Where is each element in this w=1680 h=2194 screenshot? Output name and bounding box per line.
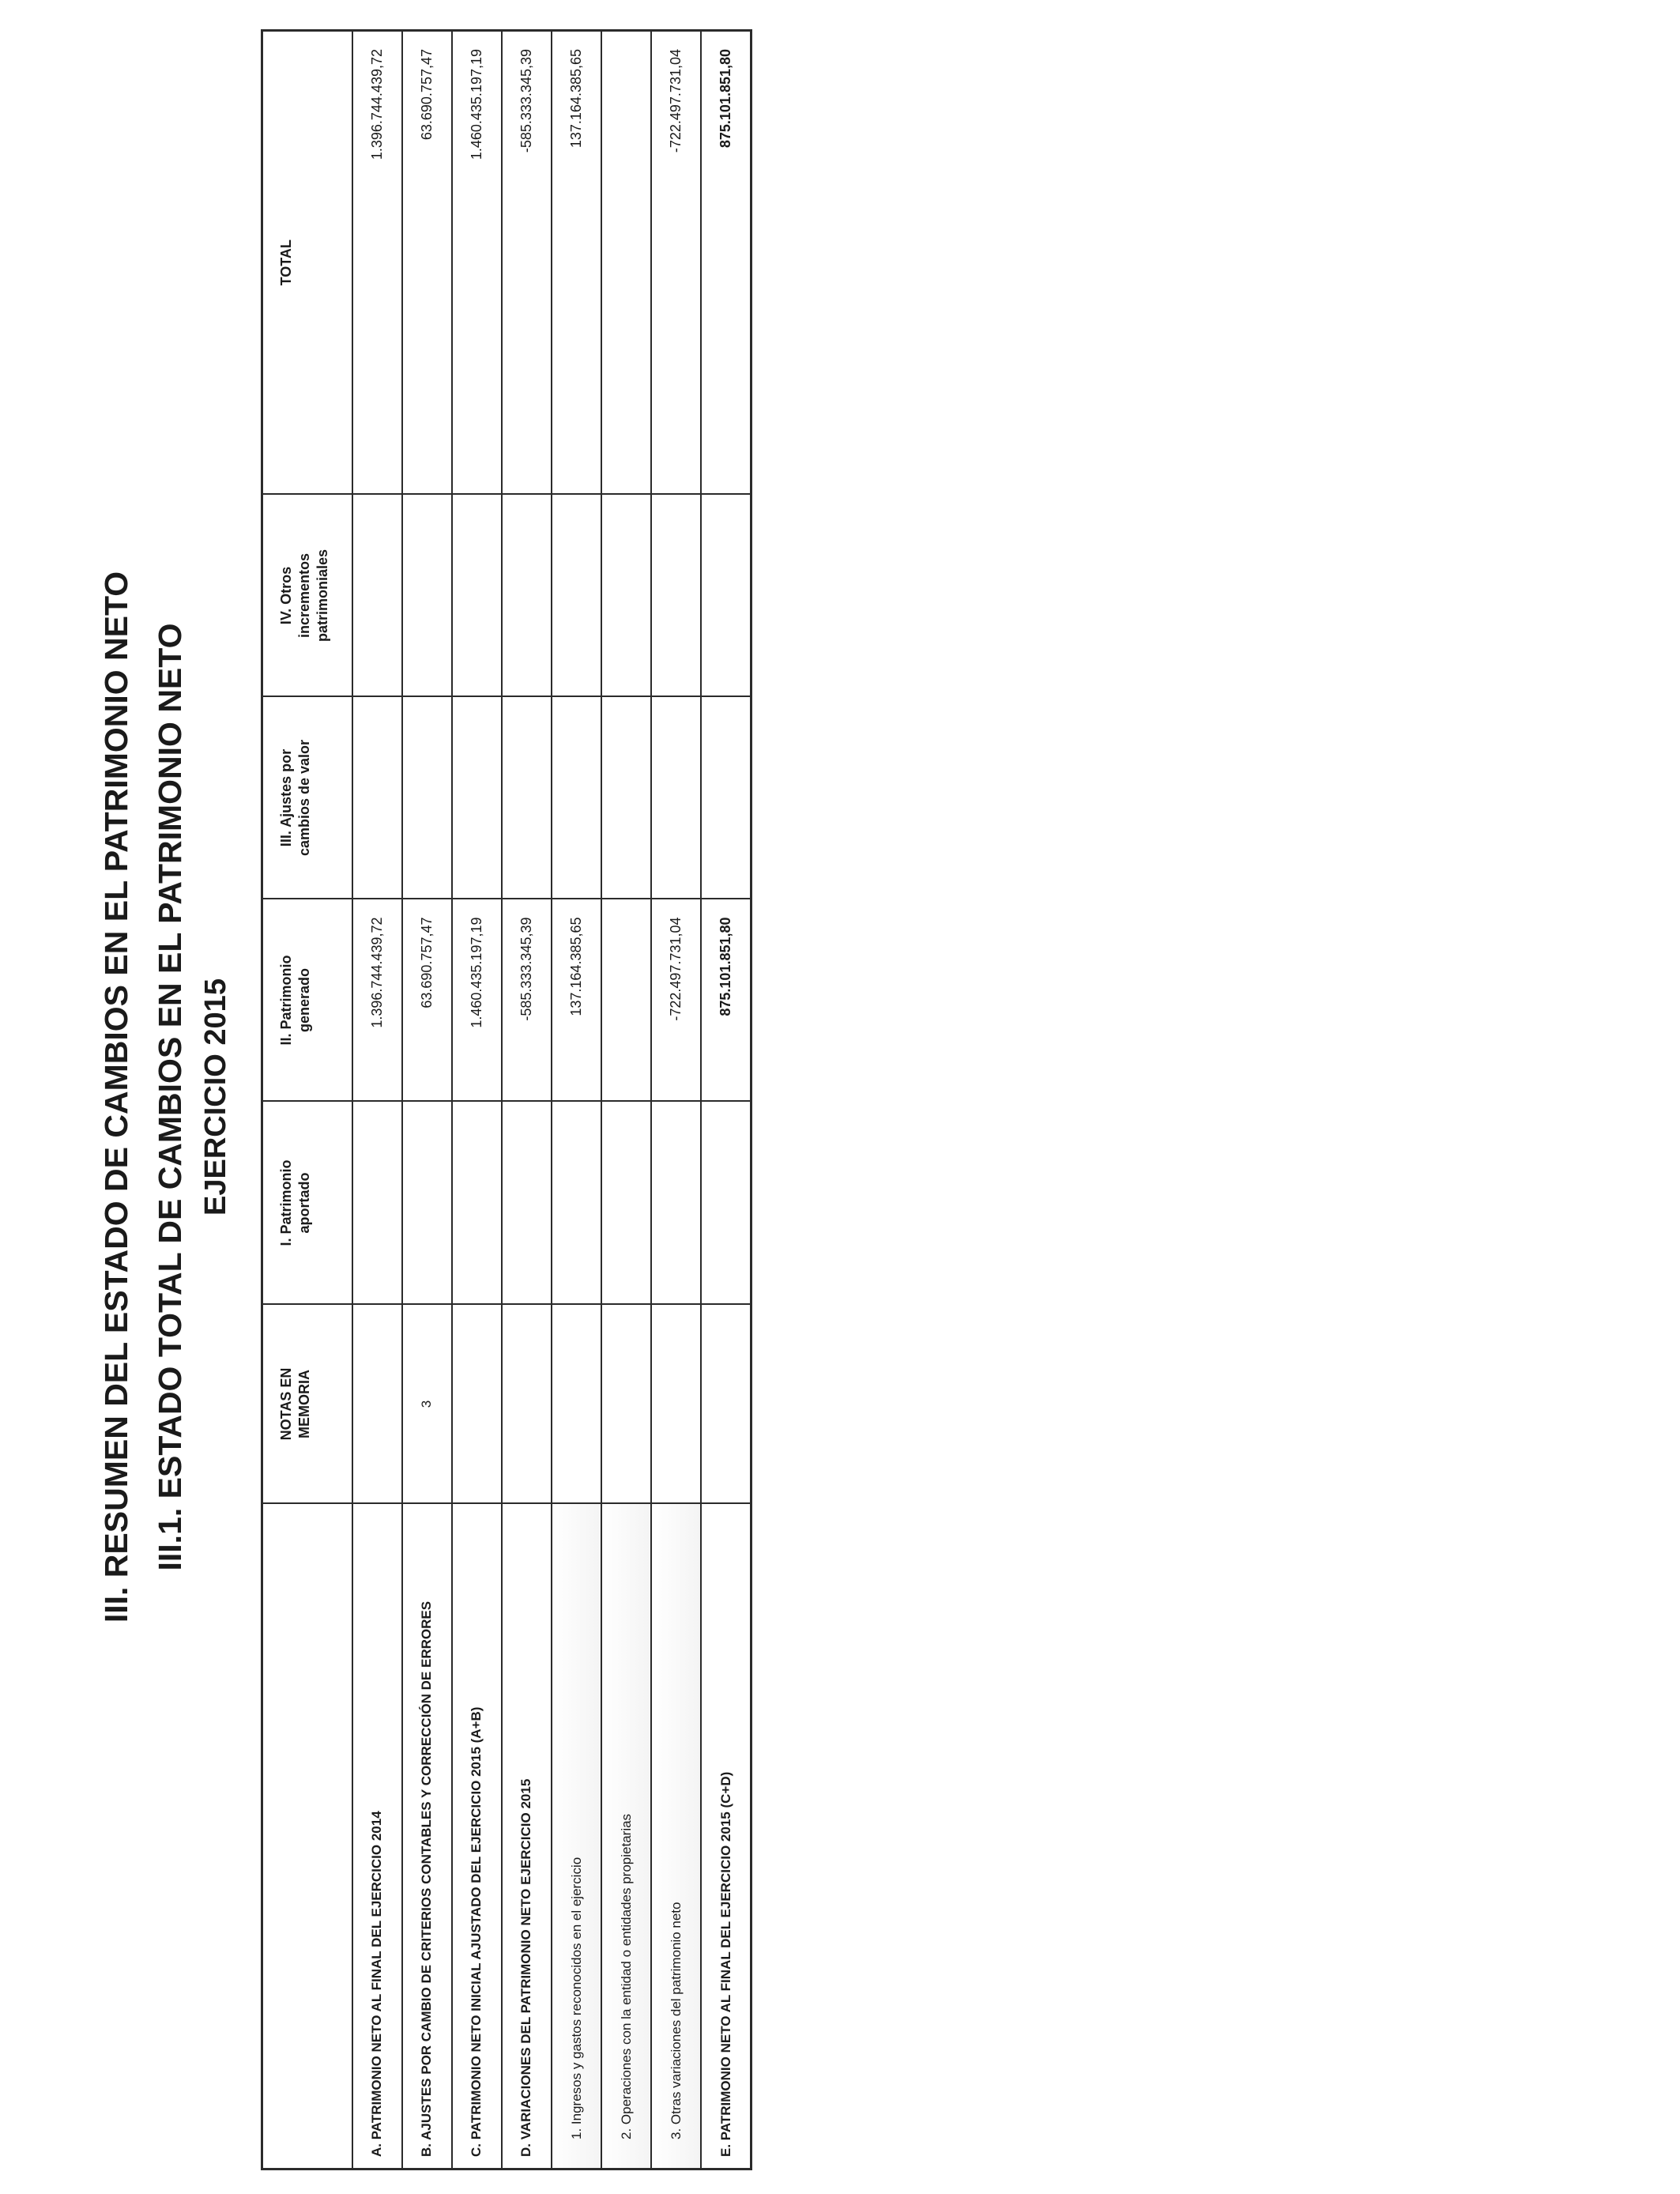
cell-ajustes [552, 697, 601, 899]
cell-ajustes [352, 697, 402, 899]
cell-notas [701, 1305, 751, 1504]
cell-aportado [352, 1102, 402, 1305]
cell-otros [601, 495, 651, 697]
row-label: 2. Operaciones con la entidad o entidades propietarias [601, 1504, 651, 2169]
cell-generado: 63.690.757,47 [402, 899, 452, 1102]
cell-notas [352, 1305, 402, 1504]
cell-total: -722.497.731,04 [651, 31, 701, 495]
cell-notas [651, 1305, 701, 1504]
cell-otros [402, 495, 452, 697]
cell-aportado [701, 1102, 751, 1305]
row-label: D. VARIACIONES DEL PATRIMONIO NETO EJERCICIO 2015 [502, 1504, 552, 2169]
cell-otros [651, 495, 701, 697]
cell-notas [452, 1305, 502, 1504]
cell-generado: 137.164.385,65 [552, 899, 601, 1102]
row-label: A. PATRIMONIO NETO AL FINAL DEL EJERCICIO 2014 [352, 1504, 402, 2169]
cell-notas [601, 1305, 651, 1504]
table-row [601, 31, 651, 2169]
fiscal-year: EJERCICIO 2015 [199, 978, 232, 1216]
cell-otros [352, 495, 402, 697]
cell-total: 63.690.757,47 [402, 31, 452, 495]
cell-ajustes [402, 697, 452, 899]
row-label: E. PATRIMONIO NETO AL FINAL DEL EJERCICIO 2015 (C+D) [701, 1504, 751, 2169]
row-label: 1. Ingresos y gastos reconocidos en el ejercicio [552, 1504, 601, 2169]
cell-total: -585.333.345,39 [502, 31, 552, 495]
table-row [552, 31, 601, 2169]
table-row [701, 31, 751, 2169]
table-row [402, 31, 452, 2169]
header-otros: IV. Otros incrementos patrimoniales [262, 495, 352, 697]
header-row [262, 31, 352, 2169]
cell-generado: -722.497.731,04 [651, 899, 701, 1102]
cell-otros [552, 495, 601, 697]
cell-ajustes [452, 697, 502, 899]
cell-otros [701, 495, 751, 697]
header-blank [262, 1504, 352, 2169]
cell-total: 1.460.435.197,19 [452, 31, 502, 495]
row-label: C. PATRIMONIO NETO INICIAL AJUSTADO DEL EJERCICIO 2015 (A+B) [452, 1504, 502, 2169]
subtitle: III.1. ESTADO TOTAL DE CAMBIOS EN EL PATRIMONIO NETO [152, 623, 188, 1571]
main-title: III. RESUMEN DEL ESTADO DE CAMBIOS EN EL PATRIMONIO NETO [98, 571, 134, 1623]
cell-notas [552, 1305, 601, 1504]
cell-ajustes [701, 697, 751, 899]
table-row [502, 31, 552, 2169]
cell-generado: 1.460.435.197,19 [452, 899, 502, 1102]
cell-notas: 3 [402, 1305, 452, 1504]
cell-generado: 875.101.851,80 [701, 899, 751, 1102]
cell-otros [502, 495, 552, 697]
cell-generado: 1.396.744.439,72 [352, 899, 402, 1102]
cell-aportado [502, 1102, 552, 1305]
row-label: B. AJUSTES POR CAMBIO DE CRITERIOS CONTABLES Y CORRECCIÓN DE ERRORES [402, 1504, 452, 2169]
cell-aportado [601, 1102, 651, 1305]
header-notas: NOTAS EN MEMORIA [262, 1305, 352, 1504]
cell-total: 875.101.851,80 [701, 31, 751, 495]
row-label: 3. Otras variaciones del patrimonio neto [651, 1504, 701, 2169]
table-row [352, 31, 402, 2169]
header-generado: II. Patrimonio generado [262, 899, 352, 1102]
cell-generado [601, 899, 651, 1102]
cell-aportado [402, 1102, 452, 1305]
cell-total: 1.396.744.439,72 [352, 31, 402, 495]
equity-changes-table [261, 29, 752, 2170]
header-ajustes: III. Ajustes por cambios de valor [262, 697, 352, 899]
cell-total: 137.164.385,65 [552, 31, 601, 495]
cell-otros [452, 495, 502, 697]
cell-ajustes [651, 697, 701, 899]
cell-aportado [552, 1102, 601, 1305]
table-row [651, 31, 701, 2169]
cell-total [601, 31, 651, 495]
cell-aportado [651, 1102, 701, 1305]
table-row [452, 31, 502, 2169]
cell-generado: -585.333.345,39 [502, 899, 552, 1102]
cell-aportado [452, 1102, 502, 1305]
cell-ajustes [601, 697, 651, 899]
header-aportado: I. Patrimonio aportado [262, 1102, 352, 1305]
header-total: TOTAL [262, 31, 352, 495]
cell-ajustes [502, 697, 552, 899]
cell-notas [502, 1305, 552, 1504]
